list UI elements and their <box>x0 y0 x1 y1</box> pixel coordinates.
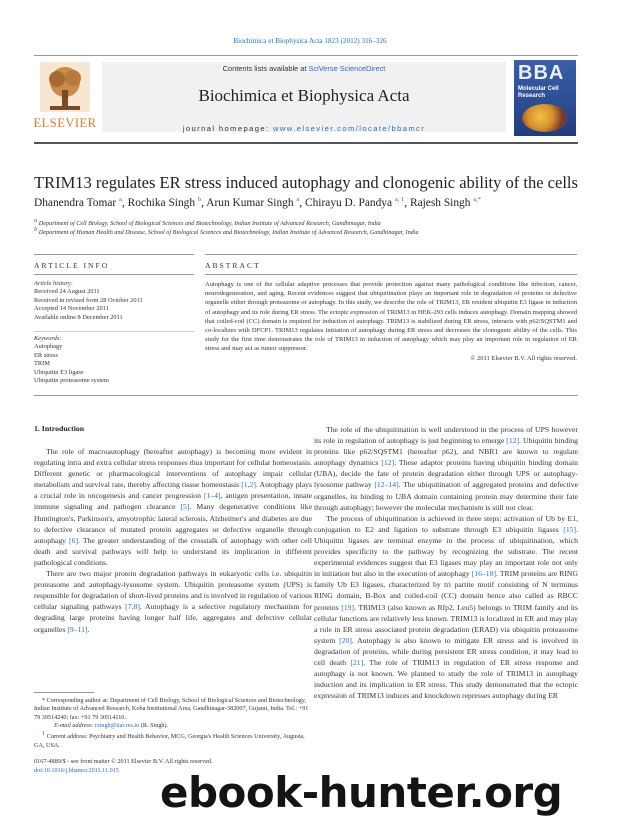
current-address-note <box>34 730 312 750</box>
journal-homepage-line <box>102 124 506 133</box>
right-paragraph-2 <box>314 513 578 702</box>
author-separator: , <box>299 196 306 209</box>
reference-link[interactable]: [12] <box>381 458 395 468</box>
paragraph-text: There are two major protein degradation pathways in eukaryotic cells i.e. ubiquitin proteasome and autophagy-lysosome system. Ubiquitin proteasome system (UPS) is responsible for degradation of short-lived proteins and is involved in regulation of various cellular signaling pathways <box>34 569 312 612</box>
author-affiliation-mark[interactable]: a <box>119 196 122 203</box>
section-heading-introduction: 1. Introduction <box>34 424 85 433</box>
article-title: TRIM13 regulates ER stress induced autophagy and clonogenic ability of the cells <box>34 173 578 192</box>
paragraph-text: . Ubiquitin binding proteins like p62/SQSTM1 (hereafter p62), and NBR1 are known to regulate autophagy dynamics <box>314 436 578 468</box>
elsevier-logo <box>32 62 98 130</box>
article-info-label: ARTICLE INFO <box>34 261 110 270</box>
footnote-mark: 1 <box>42 730 46 738</box>
reference-link[interactable]: [5] <box>180 502 190 512</box>
reference-link[interactable]: [7,8] <box>125 602 140 612</box>
email-suffix: (R. Singh). <box>139 721 169 729</box>
corresponding-author-note: * Corresponding author at: Department of Cell Biology, School of Biological Sciences and Biotechnology, Indian Institute of Advanced Research, Koba Institutional Area, Gandhinagar-382007, Gujarat, India. Tel.: +91 79 30514240; fax: +91 79 30514110. <box>34 697 309 721</box>
author-affiliation-mark[interactable]: b <box>197 196 202 203</box>
watermark-text: ebook-hunter.org <box>160 768 563 817</box>
email-label: E-mail address: <box>54 721 96 729</box>
history-heading: Article history: <box>34 280 73 287</box>
keyword: Ubiquitin E3 ligase <box>34 368 84 376</box>
author-name: Rajesh Singh <box>409 196 471 209</box>
header-rule-bottom <box>34 142 578 144</box>
author-name: Arun Kumar Singh <box>206 196 294 209</box>
author-name: Chirayu D. Pandya <box>305 196 393 209</box>
author-affiliation-mark[interactable]: a,* <box>473 196 482 203</box>
cover-artwork <box>522 104 568 132</box>
author-separator: , <box>201 196 207 209</box>
affiliation-text: Department of Cell Biology, School of Biological Sciences and Biotechnology, Indian Institute of Advanced Research, Gandhinagar, India <box>38 220 381 228</box>
author-name: Rochika Singh <box>127 196 196 209</box>
reference-link[interactable]: [6] <box>69 535 79 545</box>
paragraph-text: . The greater understanding of the crosstalk of autophagy with other cell death and survival pathways will help to understand its implication in different pathological conditions. <box>34 535 312 567</box>
abstract-end-rule <box>34 395 578 396</box>
paragraph-text: . <box>87 624 90 634</box>
paragraph-text: . Autophagy is a selective regulatory mechanism for degrading large proteins having longer half life, aggregates and defective cellular organelles <box>34 602 312 634</box>
author-separator: , <box>121 196 128 209</box>
journal-citation[interactable]: Biochimica et Biophysica Acta 1823 (2012) 316–326 <box>233 37 387 45</box>
copyright-notice: © 2011 Elsevier B.V. All rights reserved. <box>470 354 577 362</box>
abstract-text <box>205 280 577 363</box>
elsevier-tree-icon <box>40 62 90 112</box>
left-paragraph-2 <box>34 568 312 635</box>
article-history <box>34 280 194 322</box>
paragraph-text: The process of ubiquitination is achieved in three steps: activation of Ub by E1, conjugation to E2 and ligation to substrate through E3 ubiquitin ligases <box>314 513 578 534</box>
reference-link[interactable]: [1,2] <box>241 480 256 490</box>
body-left-column <box>34 446 312 635</box>
header-rule-top <box>34 55 578 56</box>
abstract-body: Autophagy is one of the cellular adaptive processes that provide protection against many pathological conditions like infection, cancer, neurodegeneration, and aging. Recent evidences suggest that ubiquitination plays an important role in degradation of proteins or defective organelle either through proteasome or autophagy. In this study, we describe the role of TRIM13, ER resident ubiquitin E3 ligase in induction of autophagy and its role during ER stress. The ectopic expression of TRIM13 in HEK-293 cells induces autophagy. Domain mapping showed that coiled-coil (CC) domain is required for induction of autophagy. TRIM13 is stabilized during ER stress, interacts with p62/SQSTM1 and co-localizes with DFCP1. TRIM13 regulates initiation of autophagy during ER stress and decreases the clonogenic ability of the cells. This study for the first time demonstrates the role of TRIM13 in induction of autophagy which may play an important role in regulation of ER stress and may act as tumor suppressor. <box>205 281 577 353</box>
elsevier-wordmark: ELSEVIER <box>33 116 97 130</box>
contents-line <box>102 64 506 73</box>
reference-link[interactable]: [12–14] <box>374 480 399 490</box>
paragraph-text: . Ubiquitin ligases are terminal enzyme in the process of ubiquitination, which provides specificity to the pathway by recognizing the substrate. The recent experimental evidences suggest that E3 ligases may play an important role not only in initiation but also in the execution of autophagy <box>314 524 578 579</box>
cover-subtitle: Molecular Cell Research <box>518 86 559 99</box>
affiliation-b <box>34 226 419 236</box>
author-affiliation-mark[interactable]: a <box>296 196 300 203</box>
paragraph-text: . The ubiquitination of aggregated proteins and defective organelles, its binding to UBA domain containing protein may determine their fate through autophagy; however the molecular mechanism is still not clear. <box>314 480 578 512</box>
contents-prefix: Contents lists available at <box>222 64 309 73</box>
history-item: Accepted 14 November 2011 <box>34 305 109 313</box>
affiliation-mark: a <box>34 217 38 224</box>
left-paragraph-1 <box>34 446 312 568</box>
paragraph-text: , antigen presentation, innate immune signaling and pathogen clearance <box>34 491 312 512</box>
paragraph-text: . The role of TRIM13 in regulation of ER stress response and autophagy is not known. We planned to study the role of TRIM13 in autophagy induction and its implication in ER stress. This study demonstrated that the ectopic expression of TRIM13 induces and knockdown represses autophagy during ER <box>314 657 579 701</box>
affiliation-text: Department of Human Health and Disease, School of Biological Sciences and Biotechnology, Indian Institute of Advanced Research, Gandhinagar, India <box>38 229 419 237</box>
author-list <box>34 196 481 209</box>
history-item: Received in revised form 28 October 2011 <box>34 296 143 304</box>
journal-cover-image <box>514 60 576 136</box>
paragraph-text: . These adaptor proteins having ubiquitin binding domain (UBA), decide the fate of protein degradation either through UPS or autophagy-lysosome pathway <box>314 458 578 490</box>
author-name: Dhanendra Tomar <box>34 196 117 209</box>
cover-title: BBA <box>518 62 565 84</box>
reference-link[interactable]: [19] <box>341 602 355 612</box>
author-separator: , <box>404 196 410 209</box>
info-rule-left-2 <box>34 274 194 275</box>
paragraph-text: . Autophagy plays a crucial role in oncogenesis and cancer progression <box>34 480 312 501</box>
reference-link[interactable]: [12] <box>506 436 520 446</box>
homepage-link[interactable]: www.elsevier.com/locate/bbamcr <box>273 124 426 133</box>
history-item: Available online 8 December 2011 <box>34 313 123 321</box>
history-item: Received 24 August 2011 <box>34 288 100 296</box>
journal-title: Biochimica et Biophysica Acta <box>198 86 410 105</box>
keywords-heading: Keywords: <box>34 335 62 342</box>
keyword: Autophagy <box>34 343 63 351</box>
info-rule-right <box>205 254 577 255</box>
info-rule-right-2 <box>205 274 577 275</box>
doi-link[interactable]: doi:10.1016/j.bbamcr.2011.11.015 <box>34 766 119 774</box>
keyword: TRIM <box>34 360 50 368</box>
footnotes <box>34 697 312 750</box>
homepage-prefix: journal homepage: <box>182 124 274 133</box>
paragraph-text: . Many degenerative conditions like Huntington's, Parkinson's, amyotrophic lateral sclerosis, Alzheimer's and diabetes are due to defective clearance of mutated protein aggregates or defective organelle through autophagy <box>34 502 313 545</box>
abstract-label: ABSTRACT <box>205 261 261 270</box>
keyword: ER stress <box>34 351 58 359</box>
history-keywords-divider <box>34 331 194 332</box>
reference-link[interactable]: [16–18] <box>471 569 497 579</box>
paragraph-text: The role of macroautophagy (hereafter autophagy) is becoming more evident in regulating intra and extra cellular stress responses thus important for cellular homeostasis. Different genetic or pharmacological interventions of autophagy impair cellular metabolism and survival rate, thereby affecting tissue homeostasis <box>34 447 312 490</box>
email-link[interactable]: rsingh@iiar.res.in <box>95 721 140 729</box>
current-address-text: Current address: Psychiatry and Health Behavior, MCG, Georgia's Health Sciences University, Augusta, GA, USA. <box>34 733 305 749</box>
author-affiliation-mark[interactable]: a, 1 <box>394 196 405 203</box>
info-rule-left <box>34 254 194 255</box>
issn-line: 0167-4889/$ - see front matter © 2011 Elsevier B.V. All rights reserved. <box>34 758 213 765</box>
paragraph-text: . Autophagy is also known to mitigate ER stress and is involved in degradation of proteins, while during persistent ER stress condition, it may lead to cell death <box>314 635 578 667</box>
paragraph-text: The role of the ubiquitination is well understood in the process of UPS however its role in regulation of autophagy is just beginning to emerge <box>314 425 578 446</box>
reference-link[interactable]: [15] <box>563 524 577 534</box>
keywords <box>34 335 194 385</box>
reference-link[interactable]: [21] <box>350 657 364 667</box>
reference-link[interactable]: [20] <box>339 635 352 645</box>
email-note <box>34 722 312 730</box>
reference-link[interactable]: [1–4] <box>203 491 221 501</box>
reference-link[interactable]: [9–11] <box>67 624 88 634</box>
affiliation-mark: b <box>34 226 38 233</box>
sciencedirect-link[interactable]: SciVerse ScienceDirect <box>308 64 386 73</box>
footnote-rule <box>34 692 94 693</box>
paragraph-text: . TRIM13 (also known as Rfp2, Leu5) belongs to TRIM family and its cellular functions are relatively less known. TRIM13 is localized in ER and may play a role in ER stress associated protein degradation (ERAD) via ubiquitin proteasome system <box>314 602 578 645</box>
right-paragraph-1 <box>314 424 578 513</box>
body-right-column <box>314 424 578 701</box>
keyword: Ubiquitin proteasome system <box>34 377 109 385</box>
paragraph-text: . TRIM proteins are RING family Ub E3 ligases, characterized by tri partite motif consisting of N terminus RING domain, B-Box and coiled-coil (CC) domain hence also called as RBCC proteins <box>314 569 578 612</box>
